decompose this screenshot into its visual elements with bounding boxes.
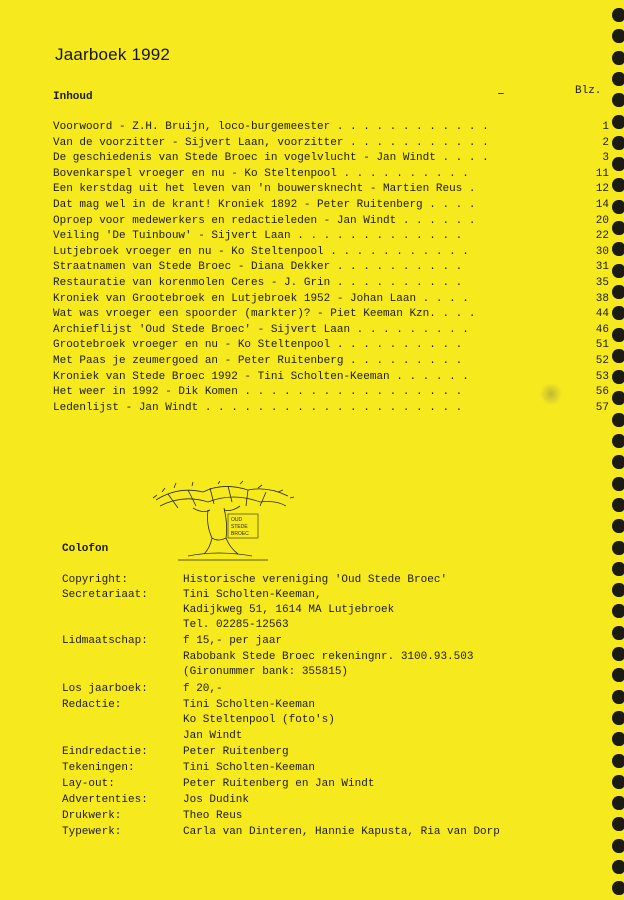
binding-ring xyxy=(612,690,624,704)
toc-entry-page: 35 xyxy=(595,276,609,289)
toc-entry-title: Veiling 'De Tuinbouw' - Sijvert Laan . . . . . . . . . . . . . xyxy=(53,230,463,243)
page-column-heading: Blz. xyxy=(575,85,602,97)
binding-ring xyxy=(612,157,624,171)
binding-ring xyxy=(612,754,624,768)
binding-ring xyxy=(612,839,624,853)
toc-entry-title: Lutjebroek vroeger en nu - Ko Steltenpool . . . . . . . . . . . xyxy=(53,245,469,258)
dash-mark: – xyxy=(497,86,505,101)
colofon-value: Ko Steltenpool (foto's) xyxy=(183,714,335,726)
colofon-label: Typewerk: xyxy=(62,826,122,838)
toc-entry-page: 57 xyxy=(595,401,609,414)
toc-entry-page: 52 xyxy=(595,354,609,367)
binding-ring xyxy=(612,860,624,874)
binding-ring xyxy=(612,306,624,320)
binding-ring xyxy=(612,370,624,384)
toc-entry-page: 12 xyxy=(595,183,609,196)
binding-ring xyxy=(612,51,624,65)
colofon-heading: Colofon xyxy=(62,543,109,555)
colofon-label: Eindredactie: xyxy=(62,746,148,758)
toc-entry-page: 31 xyxy=(595,261,609,274)
toc-row xyxy=(53,198,613,214)
binding-ring xyxy=(612,413,624,427)
toc-entry-title: Kroniek van Grootebroek en Lutjebroek 1952 - Johan Laan . . . . xyxy=(53,292,469,305)
toc-entry-title: Dat mag wel in de krant! Kroniek 1892 - Peter Ruitenberg . . . . xyxy=(53,198,476,211)
binding-ring xyxy=(612,732,624,746)
toc-row xyxy=(53,182,613,198)
colofon-value: Tel. 02285-12563 xyxy=(183,619,289,631)
binding-ring xyxy=(612,434,624,448)
colofon-value: Tini Scholten-Keeman xyxy=(183,762,316,774)
toc-entry-title: Restauratie van korenmolen Ceres - J. Grin . . . . . . . . . . xyxy=(53,276,463,289)
toc-entry-title: Kroniek van Stede Broec 1992 - Tini Scholten-Keeman . . . . . . xyxy=(53,370,469,383)
toc-entry-page: 2 xyxy=(602,136,609,149)
colofon-label: Copyright: xyxy=(62,574,129,586)
stain xyxy=(539,383,563,405)
binding-ring xyxy=(612,264,624,278)
colofon-label: Los jaarboek: xyxy=(62,683,148,695)
toc-entry-title: Het weer in 1992 - Dik Komen . . . . . . . . . . . . . . . . . xyxy=(53,386,463,399)
toc-row xyxy=(53,214,613,230)
colofon-value: Kadijkweg 51, 1614 MA Lutjebroek xyxy=(183,604,395,616)
toc-row xyxy=(53,167,613,183)
binding-ring xyxy=(612,178,624,192)
binding-ring xyxy=(612,29,624,43)
binding-ring xyxy=(612,221,624,235)
binding-ring xyxy=(612,477,624,491)
binding-ring xyxy=(612,541,624,555)
binding-ring xyxy=(612,349,624,363)
colofon-label: Drukwerk: xyxy=(62,810,122,822)
toc-entry-title: Een kerstdag uit het leven van 'n bouwersknecht - Martien Reus . xyxy=(53,183,476,196)
toc-entry-title: Voorwoord - Z.H. Bruijn, loco-burgemeester . . . . . . . . . . . . xyxy=(53,121,489,133)
binding-ring xyxy=(612,136,624,150)
toc-entry-page: 22 xyxy=(595,230,609,243)
toc-entry-title: Straatnamen van Stede Broec - Diana Dekker . . . . . . . . . . xyxy=(53,261,463,274)
binding-ring xyxy=(612,328,624,342)
binding-ring xyxy=(612,583,624,597)
toc-entry-page: 46 xyxy=(595,323,609,336)
toc-row xyxy=(53,323,613,339)
toc-row xyxy=(53,136,613,152)
logo-text-1: OUD xyxy=(231,517,243,523)
toc-row xyxy=(53,229,613,245)
binding-ring xyxy=(612,647,624,661)
toc-entry-page: 53 xyxy=(595,370,609,383)
toc-entry-title: Met Paas je zeumergoed an - Peter Ruitenberg . . . . . . . . . xyxy=(53,354,463,367)
colofon-value: Theo Reus xyxy=(183,810,243,822)
colofon-value: Tini Scholten-Keeman, xyxy=(183,589,322,601)
binding-ring xyxy=(612,285,624,299)
colofon-label: Lidmaatschap: xyxy=(62,635,148,647)
binding-ring xyxy=(612,562,624,576)
toc-entry-page: 11 xyxy=(595,167,609,180)
binding-ring xyxy=(612,93,624,107)
binding-ring xyxy=(612,668,624,682)
colofon-value: Peter Ruitenberg xyxy=(183,746,289,758)
colofon-value: Historische vereniging 'Oud Stede Broec' xyxy=(183,574,448,586)
toc-entry-page: 14 xyxy=(595,198,609,211)
toc-row xyxy=(53,245,613,261)
toc-heading: Inhoud xyxy=(53,91,93,103)
toc-entry-page: 56 xyxy=(595,386,609,399)
colofon-value: Jos Dudink xyxy=(183,794,250,806)
toc-row xyxy=(53,292,613,308)
toc-row xyxy=(53,385,613,401)
binding-ring xyxy=(612,604,624,618)
toc-row xyxy=(53,276,613,292)
binding-ring xyxy=(612,115,624,129)
toc-entry-page: 38 xyxy=(595,292,609,305)
colofon-value: f 20,- xyxy=(183,683,223,695)
colofon-label: Advertenties: xyxy=(62,794,148,806)
toc-entry-page: 1 xyxy=(602,121,609,133)
binding-ring xyxy=(612,200,624,214)
toc-entry-title: Wat was vroeger een spoorder (markter)? - Piet Keeman Kzn. . . . xyxy=(53,308,476,321)
toc-entry-title: Van de voorzitter - Sijvert Laan, voorzitter . . . . . . . . . . . xyxy=(53,136,489,149)
toc-row xyxy=(53,260,613,276)
toc-entry-title: Oproep voor medewerkers en redactieleden - Jan Windt . . . . . . xyxy=(53,214,476,227)
colofon-value: Peter Ruitenberg en Jan Windt xyxy=(183,778,375,790)
toc-row xyxy=(53,151,613,167)
binding-ring xyxy=(612,775,624,789)
colofon-label: Lay-out: xyxy=(62,778,115,790)
binding-ring xyxy=(612,455,624,469)
binding-ring xyxy=(612,796,624,810)
tree-logo xyxy=(148,480,298,566)
toc-entry-title: Bovenkarspel vroeger en nu - Ko Steltenpool . . . . . . . . . . xyxy=(53,167,469,180)
binding-ring xyxy=(612,391,624,405)
toc-row xyxy=(53,307,613,323)
toc-row xyxy=(53,401,613,417)
logo-text-3: BROEC xyxy=(231,531,249,537)
spiral-binding xyxy=(608,0,624,900)
binding-ring xyxy=(612,498,624,512)
toc-entry-page: 30 xyxy=(595,245,609,258)
binding-ring xyxy=(612,8,624,22)
colofon-value: Jan Windt xyxy=(183,730,243,742)
binding-ring xyxy=(612,626,624,640)
toc-row xyxy=(53,370,613,386)
toc-entry-title: De geschiedenis van Stede Broec in vogelvlucht - Jan Windt . . . . xyxy=(53,152,489,165)
binding-ring xyxy=(612,72,624,86)
toc-entry-title: Archieflijst 'Oud Stede Broec' - Sijvert Laan . . . . . . . . . xyxy=(53,323,469,336)
colofon-value: Carla van Dinteren, Hannie Kapusta, Ria van Dorp xyxy=(183,826,500,838)
colofon-value: f 15,- per jaar xyxy=(183,635,283,647)
binding-ring xyxy=(612,711,624,725)
logo-text-2: STEDE xyxy=(231,524,248,530)
colofon-value: Tini Scholten-Keeman xyxy=(183,699,316,711)
colofon-label: Tekeningen: xyxy=(62,762,135,774)
binding-ring xyxy=(612,881,624,895)
toc-entry-title: Grootebroek vroeger en nu - Ko Steltenpool . . . . . . . . . . xyxy=(53,339,463,352)
toc-entry-page: 20 xyxy=(595,214,609,227)
toc-row xyxy=(53,354,613,370)
binding-ring xyxy=(612,242,624,256)
toc-row xyxy=(53,338,613,354)
page-title: Jaarboek 1992 xyxy=(55,45,171,64)
toc-entry-title: Ledenlijst - Jan Windt . . . . . . . . . . . . . . . . . . . . xyxy=(53,401,463,414)
toc-row xyxy=(53,120,613,136)
colofon-value: (Gironummer bank: 355815) xyxy=(183,666,349,678)
toc-entry-page: 3 xyxy=(602,152,609,165)
table-of-contents xyxy=(53,120,613,416)
binding-ring xyxy=(612,519,624,533)
colofon-value: Rabobank Stede Broec rekeningnr. 3100.93.503 xyxy=(183,651,474,663)
colofon-label: Redactie: xyxy=(62,699,122,711)
toc-entry-page: 51 xyxy=(595,339,609,352)
binding-ring xyxy=(612,817,624,831)
colofon-label: Secretariaat: xyxy=(62,589,148,601)
toc-entry-page: 44 xyxy=(595,308,609,321)
